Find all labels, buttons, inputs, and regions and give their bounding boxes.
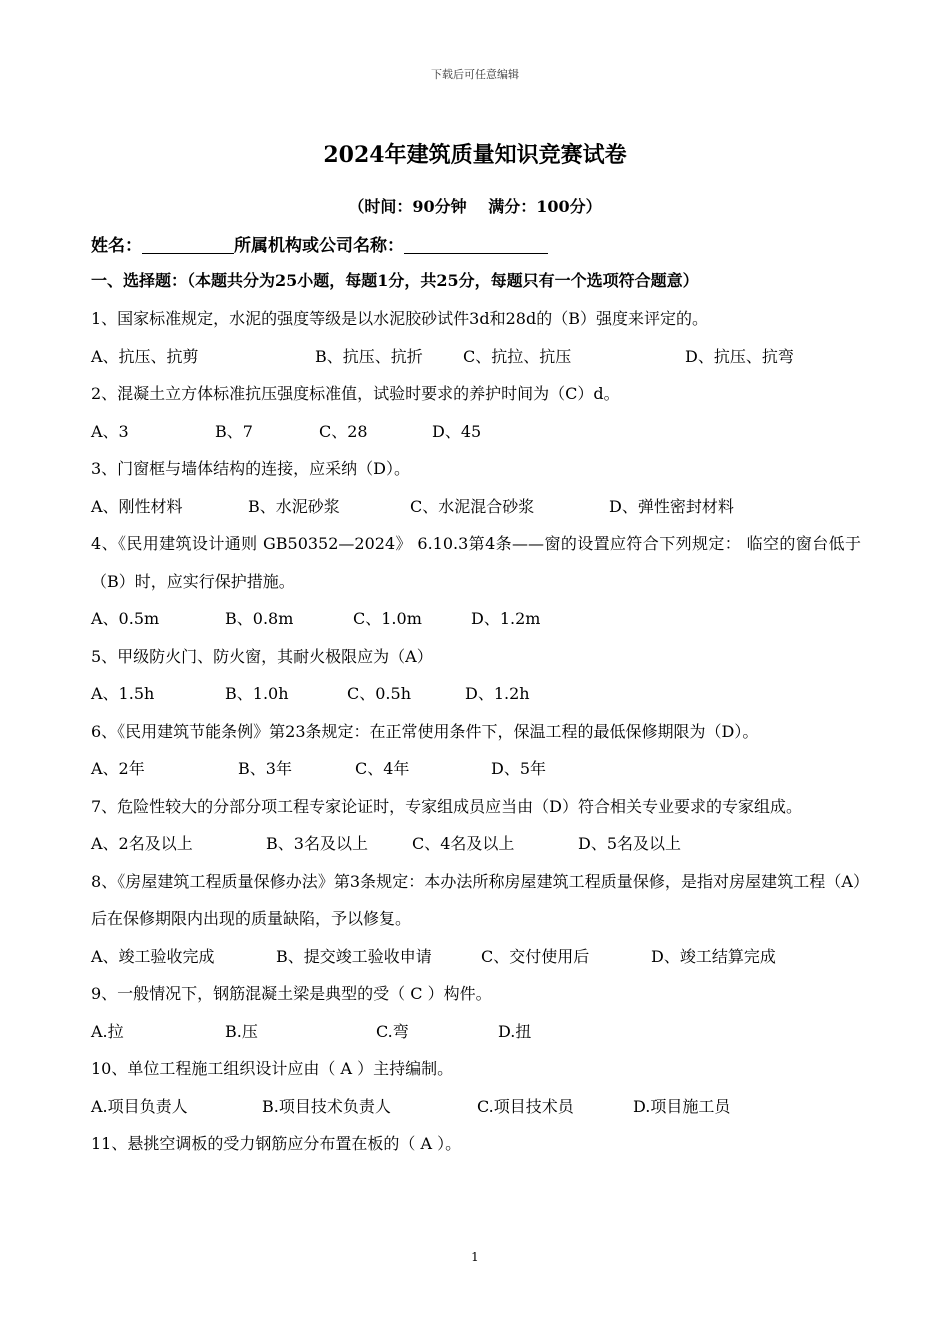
option-a: A、1.5h bbox=[91, 684, 155, 703]
question-9: 9、一般情况下，钢筋混凝土梁是典型的受（ C ）构件。 bbox=[91, 984, 492, 1003]
option-d: D、抗压、抗弯 bbox=[685, 346, 794, 366]
option-a: A.项目负责人 bbox=[91, 1096, 188, 1116]
option-b: B、3名及以上 bbox=[266, 834, 368, 853]
option-c: C、28 bbox=[319, 421, 368, 441]
option-b: B、1.0h bbox=[225, 684, 289, 703]
option-b: B、0.8m bbox=[225, 609, 294, 628]
question-3: 3、门窗框与墙体结构的连接，应采纳（D）。 bbox=[91, 459, 411, 478]
options-row bbox=[91, 488, 861, 526]
name-row bbox=[91, 231, 548, 256]
option-a: A、3 bbox=[91, 421, 129, 441]
options-row bbox=[91, 750, 861, 788]
question-6: 6、《民用建筑节能条例》第23条规定：在正常使用条件下，保温工程的最低保修期限为（D）。 bbox=[91, 721, 759, 741]
option-d: D、竣工结算完成 bbox=[651, 946, 776, 966]
question-5: 5、甲级防火门、防火窗，其耐火极限应为（A） bbox=[91, 646, 433, 666]
question-7: 7、危险性较大的分部分项工程专家论证时，专家组成员应当由（D）符合相关专业要求的专家组成。 bbox=[91, 796, 803, 816]
question-2: 2、混凝土立方体标准抗压强度标准值，试验时要求的养护时间为（C）d。 bbox=[91, 384, 620, 403]
option-b: B、抗压、抗折 bbox=[315, 346, 423, 366]
options-row bbox=[91, 675, 861, 713]
question-1: 1、国家标准规定，水泥的强度等级是以水泥胶砂试件3d和28d的（B）强度来评定的。 bbox=[91, 309, 708, 328]
option-a: A.拉 bbox=[91, 1021, 124, 1041]
option-c: C、4名及以上 bbox=[412, 834, 515, 853]
option-a: A、刚性材料 bbox=[91, 496, 183, 516]
org-label: 所属机构或公司名称： bbox=[234, 236, 404, 256]
option-c: C、抗拉、抗压 bbox=[463, 346, 572, 366]
options-row bbox=[91, 938, 861, 976]
option-b: B.项目技术负责人 bbox=[262, 1096, 391, 1116]
option-a: A、2名及以上 bbox=[91, 834, 193, 853]
option-d: D、5年 bbox=[491, 759, 547, 778]
header-note: 下载后可任意编辑 bbox=[431, 68, 519, 81]
option-c: C、0.5h bbox=[347, 684, 411, 703]
options-row bbox=[91, 600, 861, 638]
options-row bbox=[91, 825, 861, 863]
option-b: B、3年 bbox=[238, 759, 292, 778]
option-d: D、45 bbox=[432, 421, 482, 441]
options-row bbox=[91, 1013, 861, 1051]
option-b: B、提交竣工验收申请 bbox=[276, 946, 432, 966]
questions-list bbox=[91, 300, 861, 1163]
option-a: A、2年 bbox=[91, 759, 145, 778]
option-d: D、1.2m bbox=[471, 609, 541, 628]
options-row bbox=[91, 1088, 861, 1126]
option-c: C.弯 bbox=[376, 1021, 409, 1041]
option-a: A、0.5m bbox=[91, 609, 160, 628]
option-d: D.扭 bbox=[498, 1021, 532, 1041]
option-c: C、交付使用后 bbox=[481, 946, 590, 966]
name-blank[interactable] bbox=[142, 235, 234, 254]
options-row bbox=[91, 413, 861, 451]
org-blank[interactable] bbox=[404, 235, 548, 254]
options-row bbox=[91, 338, 861, 376]
option-d: D、1.2h bbox=[465, 684, 530, 703]
option-c: C、4年 bbox=[355, 759, 410, 778]
question-4: 4、《民用建筑设计通则 GB50352—2024》 6.10.3第4条——窗的设置应符合下列规定： 临空的窗台低于（B）时，应实行保护措施。 bbox=[91, 534, 861, 591]
option-b: B.压 bbox=[225, 1021, 258, 1041]
exam-subtitle: （时间：90分钟 满分：100分） bbox=[348, 197, 602, 216]
option-c: C、1.0m bbox=[353, 609, 422, 628]
question-8: 8、《房屋建筑工程质量保修办法》第3条规定：本办法所称房屋建筑工程质量保修，是指对房屋建筑工程（A）后在保修期限内出现的质量缺陷，予以修复。 bbox=[91, 871, 861, 928]
page-number: 1 bbox=[471, 1250, 479, 1264]
name-label: 姓名： bbox=[91, 236, 142, 256]
option-a: A、竣工验收完成 bbox=[91, 946, 215, 966]
option-a: A、抗压、抗剪 bbox=[91, 346, 199, 366]
section-heading: 一、选择题：（本题共分为25小题，每题1分，共25分，每题只有一个选项符合题意） bbox=[91, 271, 699, 290]
option-b: B、水泥砂浆 bbox=[248, 496, 340, 516]
question-11: 11、悬挑空调板的受力钢筋应分布置在板的（ A ）。 bbox=[91, 1134, 462, 1153]
option-b: B、7 bbox=[215, 421, 253, 441]
page-title: 2024年建筑质量知识竞赛试卷 bbox=[323, 142, 627, 168]
option-d: D、弹性密封材料 bbox=[609, 496, 734, 516]
option-d: D、5名及以上 bbox=[578, 834, 682, 853]
option-c: C.项目技术员 bbox=[477, 1096, 574, 1116]
option-c: C、水泥混合砂浆 bbox=[410, 496, 535, 516]
question-10: 10、单位工程施工组织设计应由（ A ）主持编制。 bbox=[91, 1059, 454, 1078]
option-d: D.项目施工员 bbox=[633, 1096, 731, 1116]
